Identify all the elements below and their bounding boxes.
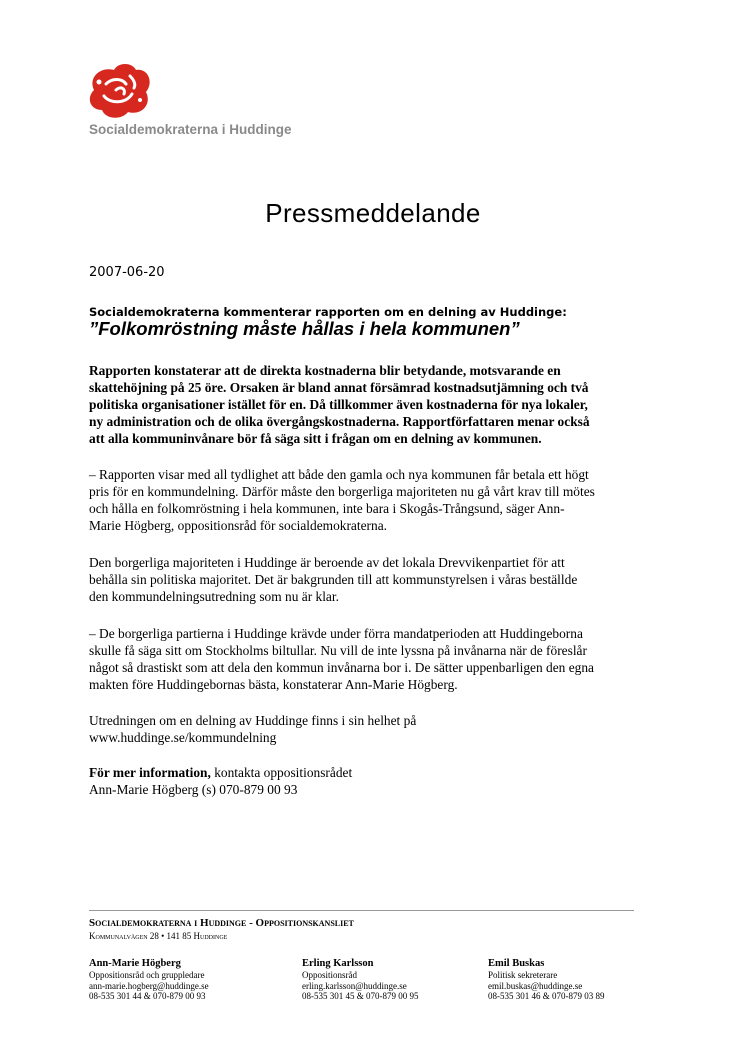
- contact-rest: kontakta oppositionsrådet: [210, 765, 353, 780]
- footer-office: Socialdemokraterna i Huddinge - Oppositionskansliet: [89, 917, 354, 929]
- contact-name: Ann-Marie Högberg: [89, 958, 181, 969]
- contact-name: Erling Karlsson: [302, 958, 374, 969]
- body-paragraph: [89, 625, 669, 693]
- footer-contact-column: [488, 958, 605, 1002]
- contact-info: [89, 764, 669, 798]
- paragraph-line: – Rapporten visar med all tydlighet att både den gamla och nya kommunen får betala ett högt: [89, 467, 589, 482]
- paragraph-line: Utredningen om en delning av Huddinge finns i sin helhet på: [89, 713, 417, 728]
- paragraph-line: makten före Huddingebornas bästa, konstaterar Ann-Marie Högberg.: [89, 677, 458, 692]
- paragraph-line: skattehöjning på 25 öre. Orsaken är bland annat försämrad kostnadsutjämning och två: [89, 380, 589, 395]
- paragraph-line: att alla kommuninvånare bör få säga sitt i frågan om en delning av kommunen.: [89, 431, 542, 446]
- contact-lead: För mer information,: [89, 765, 211, 780]
- contact-phone: 08-535 301 44 & 070-879 00 93: [89, 991, 206, 1001]
- contact-role: Oppositionsråd: [302, 970, 357, 980]
- headline: ”Folkomröstning måste hållas i hela kommunen”: [89, 318, 520, 339]
- red-rose-logo-icon: [86, 60, 152, 120]
- report-link[interactable]: www.huddinge.se/kommundelning: [89, 730, 277, 745]
- contact-email[interactable]: ann-marie.hogberg@huddinge.se: [89, 980, 209, 991]
- contact-role: Oppositionsråd och gruppledare: [89, 970, 205, 980]
- body-paragraph: [89, 466, 669, 534]
- kicker: Socialdemokraterna kommenterar rapporten om en delning av Huddinge:: [89, 305, 567, 319]
- body-paragraph: [89, 554, 669, 605]
- contact-email[interactable]: erling.karlsson@huddinge.se: [302, 980, 407, 991]
- contact-name: Emil Buskas: [488, 958, 545, 969]
- rose-shape: [90, 64, 150, 118]
- contact-phone: 08-535 301 45 & 070-879 00 95: [302, 991, 419, 1001]
- body-paragraph: [89, 712, 669, 746]
- paragraph-line: Rapporten konstaterar att de direkta kostnaderna blir betydande, motsvarande en: [89, 363, 561, 378]
- footer-divider: [89, 910, 634, 911]
- paragraph-line: den kommundelningsutredning som nu är klar.: [89, 589, 339, 604]
- paragraph-line: Marie Högberg, oppositionsråd för socialdemokraterna.: [89, 518, 387, 533]
- paragraph-line: politiska organisationer istället för en. Då tillkommer även kostnaderna för nya lokaler,: [89, 397, 588, 412]
- footer-contact-column: [302, 958, 419, 1002]
- paragraph-line: – De borgerliga partierna i Huddinge krävde under förra mandatperioden att Huddingeborna: [89, 626, 583, 641]
- footer-contact-column: [89, 958, 209, 1002]
- footer-address: Kommunalvägen 28 • 141 85 Huddinge: [89, 931, 228, 941]
- paragraph-line: något så drastiskt som att dela den kommun invånarna bor i. De sätter uppenbarligen den egna: [89, 660, 594, 675]
- paragraph-line: behålla sin politiska majoritet. Det är bakgrunden till att kommunstyrelsen i våras beställde: [89, 572, 578, 587]
- paragraph-line: Den borgerliga majoriteten i Huddinge är beroende av det lokala Drevvikenpartiet för att: [89, 555, 565, 570]
- contact-person: Ann-Marie Högberg (s) 070-879 00 93: [89, 782, 298, 797]
- contact-phone: 08-535 301 46 & 070-879 03 89: [488, 991, 605, 1001]
- paragraph-line: skulle få säga sitt om Stockholms biltullar. Nu vill de inte lyssna på invånarna när de föreslår: [89, 643, 587, 658]
- lead-paragraph: [89, 362, 669, 447]
- paragraph-line: pris för en kommundelning. Därför måste den borgerliga majoriteten nu gå vårt krav till mötes: [89, 484, 595, 499]
- press-date: 2007-06-20: [89, 265, 165, 280]
- page-title: Pressmeddelande: [265, 198, 481, 228]
- paragraph-line: ny administration och de olika övergångskostnaderna. Rapportförfattaren menar också: [89, 414, 590, 429]
- contact-email[interactable]: emil.buskas@huddinge.se: [488, 980, 583, 991]
- org-name: Socialdemokraterna i Huddinge: [89, 122, 292, 137]
- paragraph-line: och hålla en folkomröstning i hela kommunen, inte bara i Skogås-Trångsund, säger Ann-: [89, 501, 565, 516]
- contact-role: Politisk sekreterare: [488, 970, 558, 980]
